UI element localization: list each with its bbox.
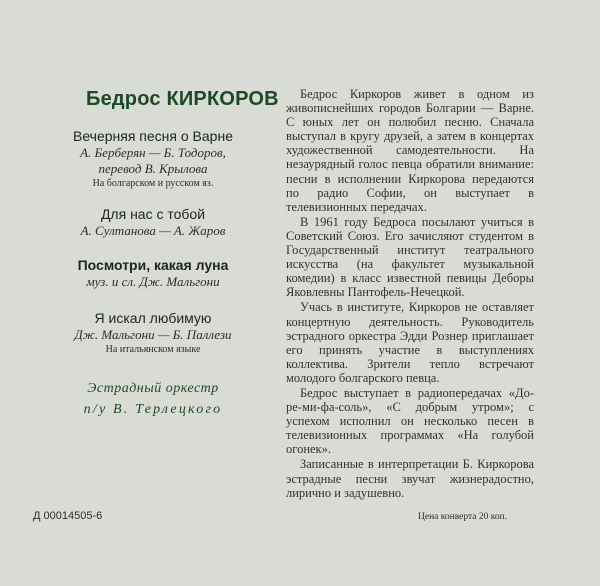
song-1 [38,128,268,191]
biography-paragraph: Учась в институте, Киркоров не оставляет концертную деятельность. Руководитель эстрадного оркестра Эдди Рознер приглашает его принять участие в выступлениях коллектива. Зрители тепло встречают молодого болгарского певца. [286,300,534,385]
song-title: Для нас с тобой [100,206,206,222]
song-credit: А. Берберян — Б. Тодоров, [80,145,226,160]
biography-paragraph: Бедрос Киркоров живет в одном из живописнейших городов Болгарии — Варне. С юных лет он полюбил песню. Сначала выступал в кругу друзей, а затем в концертах художественной самодеятельности. На незаурядный голос певца обратили внимание: песни в исполнении Киркорова передаются по радио Софии, он выступает в телевизионных передачах. [286,87,534,214]
orchestra-conductor: п/у В. Терлецкого [83,402,223,417]
biography-paragraph: Записанные в интерпретации Б. Киркорова эстрадные песни звучат жизнерадостно, лирично и задушевно. [286,457,534,500]
artist-title: Бедрос КИРКОРОВ [86,88,279,110]
song-title: Вечерняя песня о Варне [73,128,233,144]
song-credit: муз. и сл. Дж. Мальгони [86,274,220,289]
song-2 [38,206,268,239]
song-credit: Дж. Мальгони — Б. Паллези [74,327,232,342]
orchestra-credit [38,378,268,420]
song-credit: перевод В. Крылова [98,161,208,176]
biography-paragraph: В 1961 году Бедроса посылают учиться в Советский Союз. Его зачисляют студентом в Государственный институт театрального искусства (на факультет музыкальной комедии) в класс известной певицы Деборы Яковлевны Пантофель-Нечецкой. [286,214,534,300]
biography-text [286,87,534,501]
song-language-note: На итальянском языке [105,344,201,355]
song-title: Посмотри, какая луна [77,257,229,273]
song-credit: А. Султанова — А. Жаров [80,223,226,238]
biography-paragraph: Бедрос выступает в радиопередачах «До-ре-ми-фа-соль», «С добрым утром»; с успехом исполнил он несколько песен в телевизионных программах «На голубой огонек». [286,385,534,457]
song-4 [38,310,268,357]
song-3 [38,257,268,290]
sleeve-price: Цена конверта 20 коп. [418,512,508,522]
catalog-number: Д 00014505-6 [33,510,103,522]
song-title: Я искал любимую [94,310,212,326]
orchestra-name: Эстрадный оркестр [87,381,219,396]
song-language-note: На болгарском и русском яз. [92,178,214,189]
